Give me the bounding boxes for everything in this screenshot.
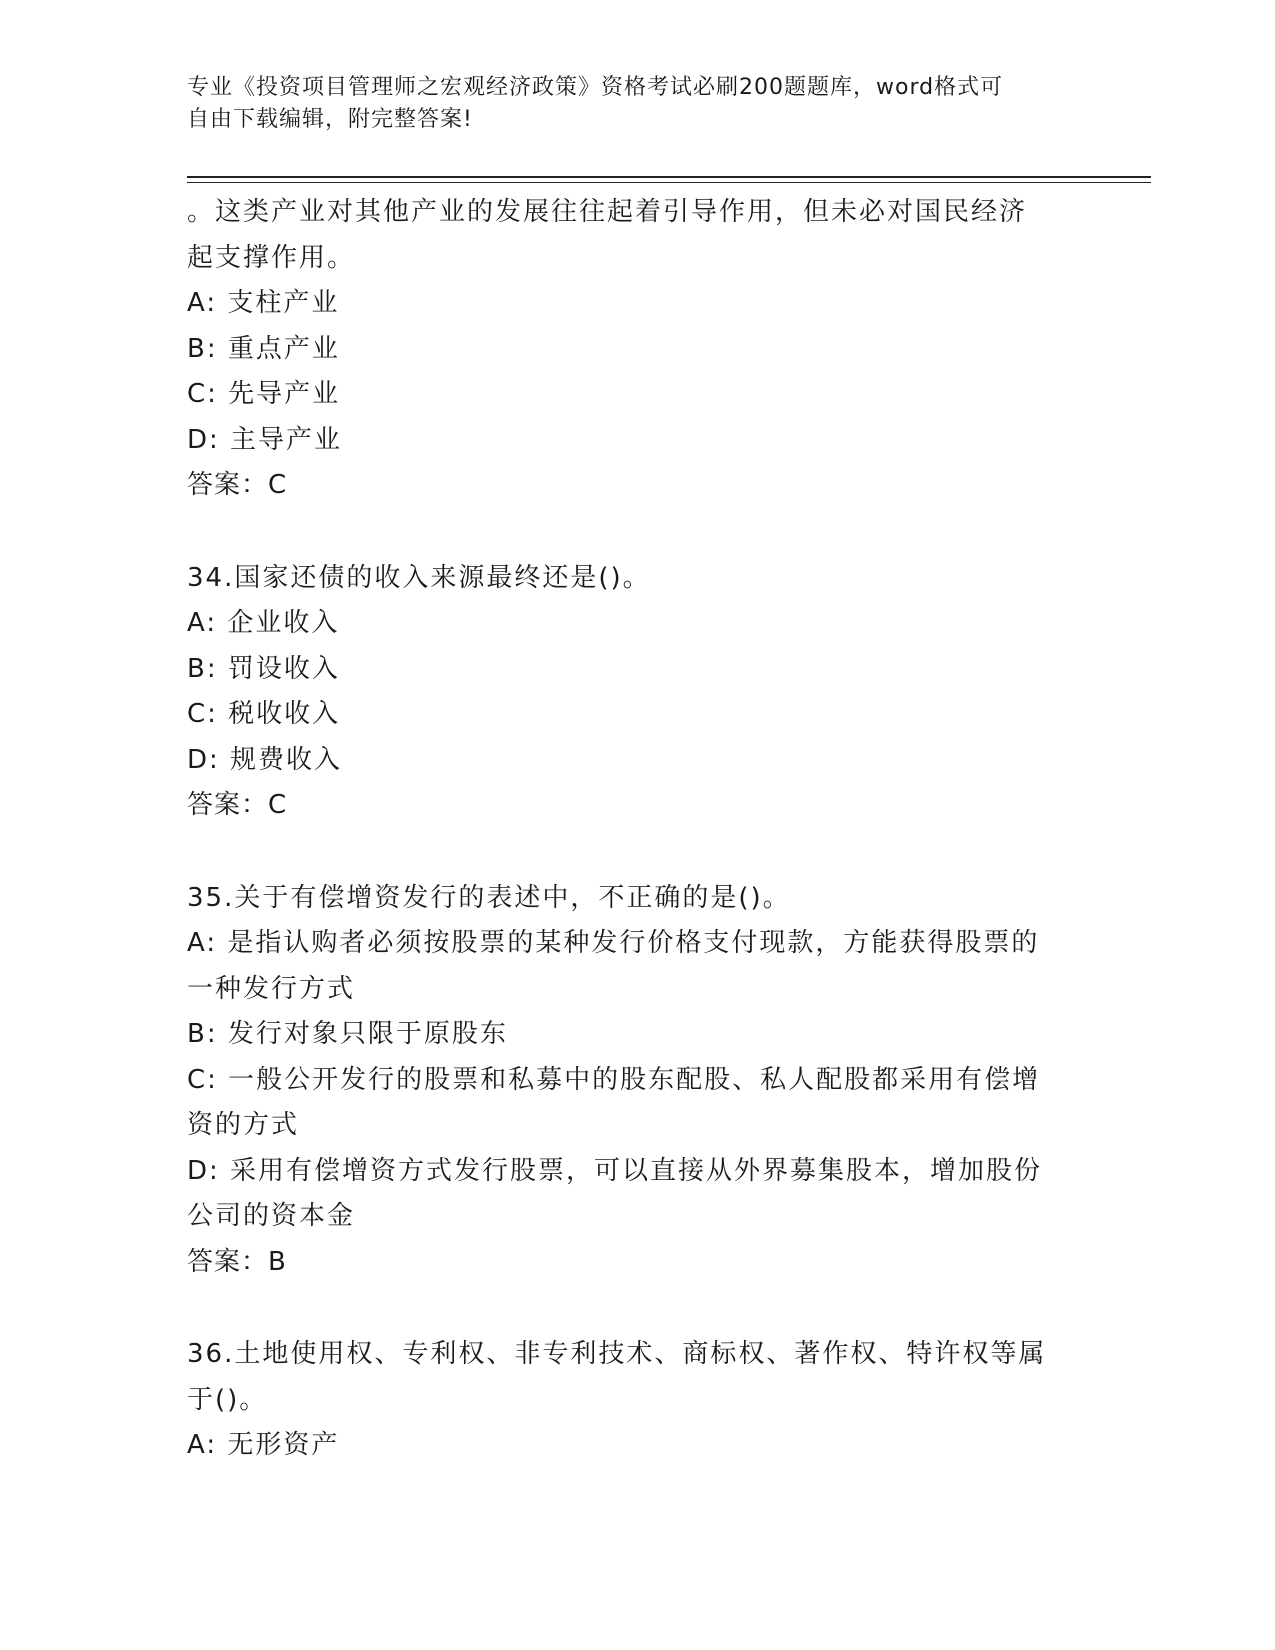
option-a: A: 支柱产业 — [187, 288, 340, 318]
option-b: B: 发行对象只限于原股东 — [187, 1019, 508, 1049]
question-34 — [187, 556, 1087, 829]
header-divider-thick — [187, 176, 1151, 178]
header-divider-thin — [187, 182, 1151, 183]
question-35 — [187, 876, 1087, 1286]
question-list — [187, 190, 1087, 1469]
option-c: C: 一般公开发行的股票和私募中的股东配股、私人配股都采用有偿增 — [187, 1064, 1041, 1095]
question-stem: 。这类产业对其他产业的发展往往起着引导作用，但未必对国民经济 — [187, 197, 1028, 227]
option-b: B: 罚设收入 — [187, 653, 340, 684]
option-c: C: 先导产业 — [187, 379, 341, 409]
option-a: A: 企业收入 — [187, 608, 340, 638]
option-a: A: 无形资产 — [187, 1430, 340, 1460]
option-a: A: 是指认购者必须按股票的某种发行价格支付现款，方能获得股票的 — [187, 928, 1040, 958]
option-d: D: 主导产业 — [187, 424, 343, 455]
question-stem: 于()。 — [187, 1384, 268, 1415]
option-c: C: 税收收入 — [187, 699, 341, 729]
answer: 答案：C — [187, 790, 288, 820]
option-b: B: 重点产业 — [187, 333, 340, 364]
option-c-cont: 资的方式 — [187, 1110, 300, 1140]
answer: 答案：B — [187, 1246, 287, 1277]
question-stem: 36.土地使用权、专利权、非专利技术、商标权、著作权、特许权等属 — [187, 1339, 1047, 1369]
option-d: D: 采用有偿增资方式发行股票，可以直接从外界募集股本，增加股份 — [187, 1155, 1043, 1186]
header-line-2: 自由下载编辑，附完整答案! — [187, 107, 473, 132]
answer: 答案：C — [187, 470, 288, 500]
question-33 — [187, 190, 1087, 509]
document-header — [187, 72, 1067, 136]
question-36 — [187, 1332, 1087, 1469]
option-d-cont: 公司的资本金 — [187, 1201, 356, 1231]
option-a-cont: 一种发行方式 — [187, 973, 356, 1004]
question-stem: 34.国家还债的收入来源最终还是()。 — [187, 562, 651, 593]
question-stem: 35.关于有偿增资发行的表述中，不正确的是()。 — [187, 882, 791, 913]
option-d: D: 规费收入 — [187, 744, 343, 775]
header-line-1: 专业《投资项目管理师之宏观经济政策》资格考试必刷200题题库，word格式可 — [187, 75, 1004, 100]
question-stem: 起支撑作用。 — [187, 242, 356, 273]
